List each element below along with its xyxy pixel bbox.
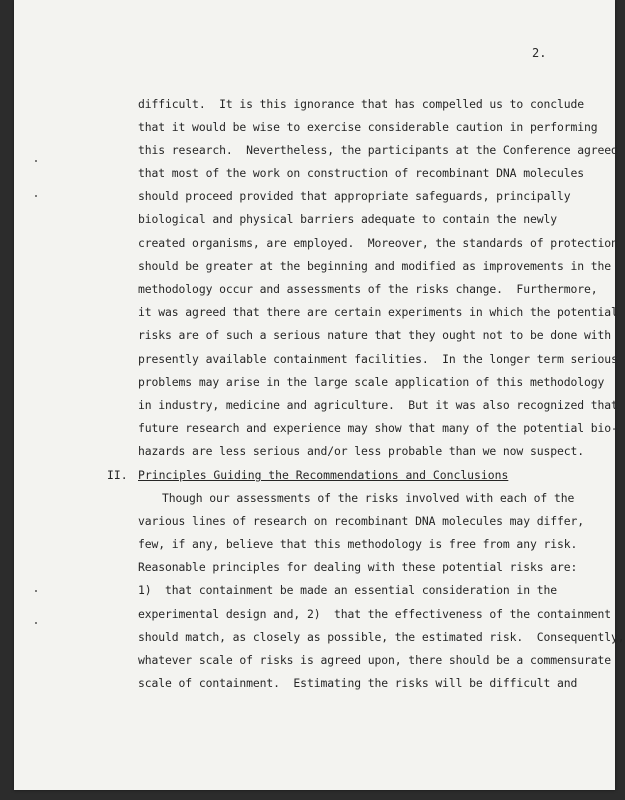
text-line: Reasonable principles for dealing with these potential risks are: — [138, 560, 578, 574]
text-line: experimental design and, 2) that the effectiveness of the containment — [138, 607, 612, 621]
page-number: 2. — [532, 46, 547, 60]
text-line: hazards are less serious and/or less probable than we now suspect. — [138, 444, 585, 458]
text-line: should proceed provided that appropriate safeguards, principally — [138, 189, 571, 203]
text-line: scale of containment. Estimating the risks will be difficult and — [138, 676, 578, 690]
text-line: few, if any, believe that this methodology is free from any risk. — [138, 537, 578, 551]
text-line: Though our assessments of the risks involved with each of the — [162, 491, 575, 505]
text-line: whatever scale of risks is agreed upon, there should be a commensurate — [138, 653, 612, 667]
text-line: that most of the work on construction of recombinant DNA molecules — [138, 166, 585, 180]
text-line: should be greater at the beginning and modified as improvements in the — [138, 259, 612, 273]
text-line: presently available containment facilities. In the longer term serious — [138, 352, 618, 366]
text-line: biological and physical barriers adequate to contain the newly — [138, 212, 557, 226]
text-line: various lines of research on recombinant DNA molecules may differ, — [138, 514, 585, 528]
margin-speck — [35, 195, 37, 197]
text-line: this research. Nevertheless, the participants at the Conference agreed — [138, 143, 618, 157]
text-line: should match, as closely as possible, the estimated risk. Consequently, — [138, 630, 625, 644]
text-line: that it would be wise to exercise considerable caution in performing — [138, 120, 598, 134]
margin-speck — [35, 590, 37, 592]
text-line: created organisms, are employed. Moreover, the standards of protection — [138, 236, 618, 250]
text-line: problems may arise in the large scale application of this methodology — [138, 375, 605, 389]
text-line: risks are of such a serious nature that they ought not to be done with — [138, 328, 612, 342]
text-line: difficult. It is this ignorance that has compelled us to conclude — [138, 97, 585, 111]
document-page — [14, 0, 625, 790]
section-heading: Principles Guiding the Recommendations and Conclusions — [138, 468, 509, 482]
text-line: in industry, medicine and agriculture. But it was also recognized that — [138, 398, 618, 412]
text-line: methodology occur and assessments of the risks change. Furthermore, — [138, 282, 598, 296]
text-line: it was agreed that there are certain experiments in which the potential — [138, 305, 618, 319]
section-number: II. — [107, 468, 128, 482]
margin-speck — [35, 622, 37, 624]
text-line: future research and experience may show that many of the potential bio- — [138, 421, 618, 435]
margin-speck — [35, 160, 37, 162]
text-line: 1) that containment be made an essential consideration in the — [138, 583, 557, 597]
